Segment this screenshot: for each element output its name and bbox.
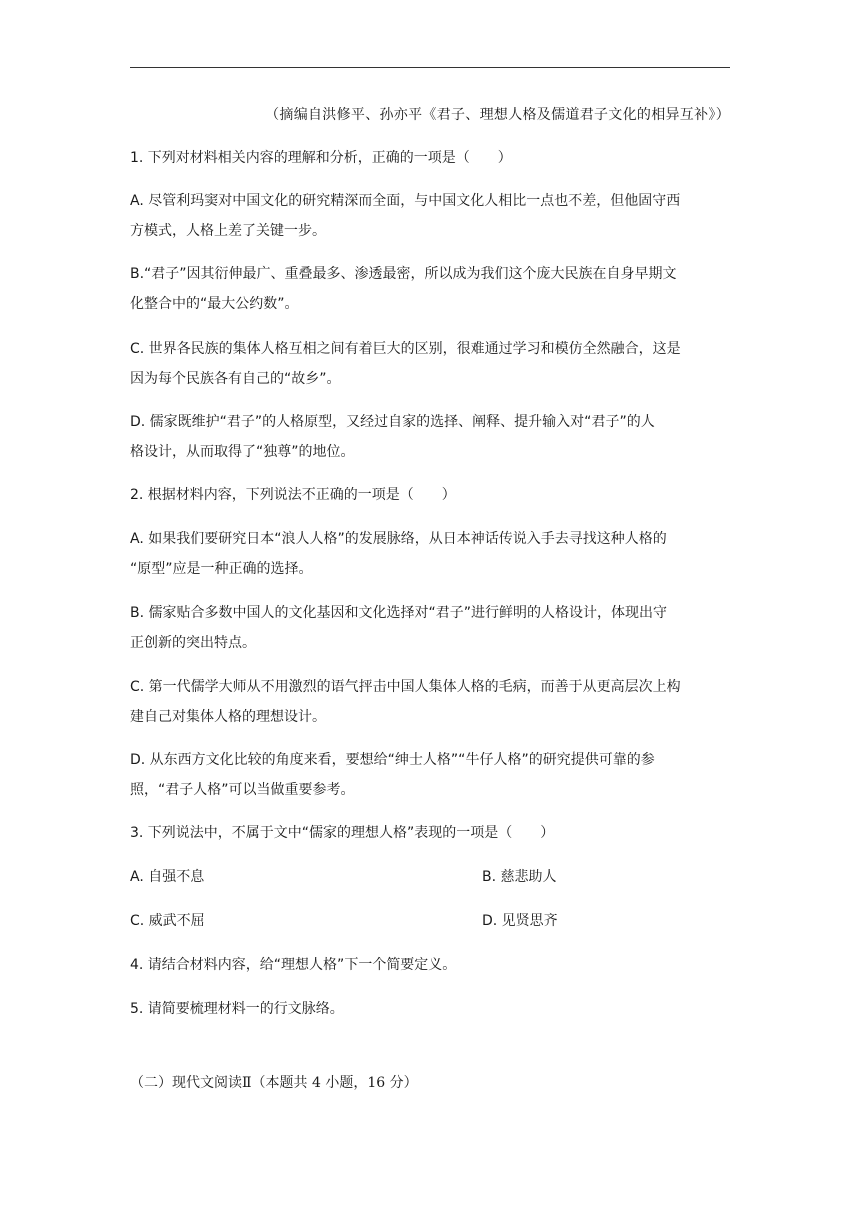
question-2-option-a [130,524,730,584]
question-3-option-d: D. 见贤思齐 [482,913,558,929]
option-line: A. 尽管利玛窦对中国文化的研究精深而全面，与中国文化人相比一点也不差，但他固守西 [130,193,681,209]
section-heading: （二）现代文阅读Ⅱ（本题共 4 小题，16 分） [130,1075,418,1091]
source-citation: （摘编自洪修平、孙亦平《君子、理想人格及儒道君子文化的相异互补》） [265,107,730,123]
question-3 [130,818,730,848]
option-line: D. 儒家既维护“君子”的人格原型，又经过自家的选择、阐释、提升输入对“君子”的人 [130,414,655,430]
question-2 [130,480,730,510]
header-rule [130,67,730,68]
question-5 [130,994,730,1024]
option-line: B. 儒家贴合多数中国人的文化基因和文化选择对“君子”进行鲜明的人格设计，体现出守 [130,605,668,621]
question-3-stem: 3. 下列说法中，不属于文中“儒家的理想人格”表现的一项是（ ） [130,825,555,841]
option-line: C. 第一代儒学大师从不用激烈的语气抨击中国人集体人格的毛病，而善于从更高层次上构 [130,679,681,695]
option-line: “原型”应是一种正确的选择。 [130,561,313,577]
question-2-option-c [130,672,730,732]
option-line: 因为每个民族各有自己的“故乡”。 [130,371,341,387]
question-3-options-row-1 [130,862,730,892]
option-line: 建自己对集体人格的理想设计。 [130,709,326,725]
question-1-stem: 1. 下列对材料相关内容的理解和分析，正确的一项是（ ） [130,150,512,166]
option-line: 化整合中的“最大公约数”。 [130,296,299,312]
question-2-option-d [130,745,730,805]
question-3-option-c: C. 威武不屈 [130,913,205,929]
question-1 [130,143,730,173]
question-4-stem: 4. 请结合材料内容，给“理想人格”下一个简要定义。 [130,957,457,973]
option-line: 方模式，人格上差了关键一步。 [130,223,326,239]
option-line: B.“君子”因其衍伸最广、重叠最多、渗透最密，所以成为我们这个庞大民族在自身早期文 [130,266,677,282]
question-2-option-b [130,598,730,658]
question-1-option-b [130,259,730,319]
option-line: 正创新的突出特点。 [130,635,256,651]
option-line: A. 如果我们要研究日本“浪人人格”的发展脉络，从日本神话传说入手去寻找这种人格的 [130,531,667,547]
question-1-option-a [130,186,730,246]
question-3-option-a: A. 自强不息 [130,869,205,885]
option-line: C. 世界各民族的集体人格互相之间有着巨大的区别，很难通过学习和模仿全然融合，这是 [130,341,681,357]
question-4 [130,950,730,980]
option-line: D. 从东西方文化比较的角度来看，要想给“绅士人格”“牛仔人格”的研究提供可靠的参 [130,752,655,768]
question-1-option-d [130,407,730,467]
option-line: 照，“君子人格”可以当做重要参考。 [130,782,355,798]
question-1-option-c [130,334,730,394]
option-line: 格设计，从而取得了“独尊”的地位。 [130,444,355,460]
question-5-stem: 5. 请简要梳理材料一的行文脉络。 [130,1001,344,1017]
question-3-option-b: B. 慈悲助人 [482,869,557,885]
question-2-stem: 2. 根据材料内容，下列说法不正确的一项是（ ） [130,487,456,503]
question-3-options-row-2 [130,906,730,936]
